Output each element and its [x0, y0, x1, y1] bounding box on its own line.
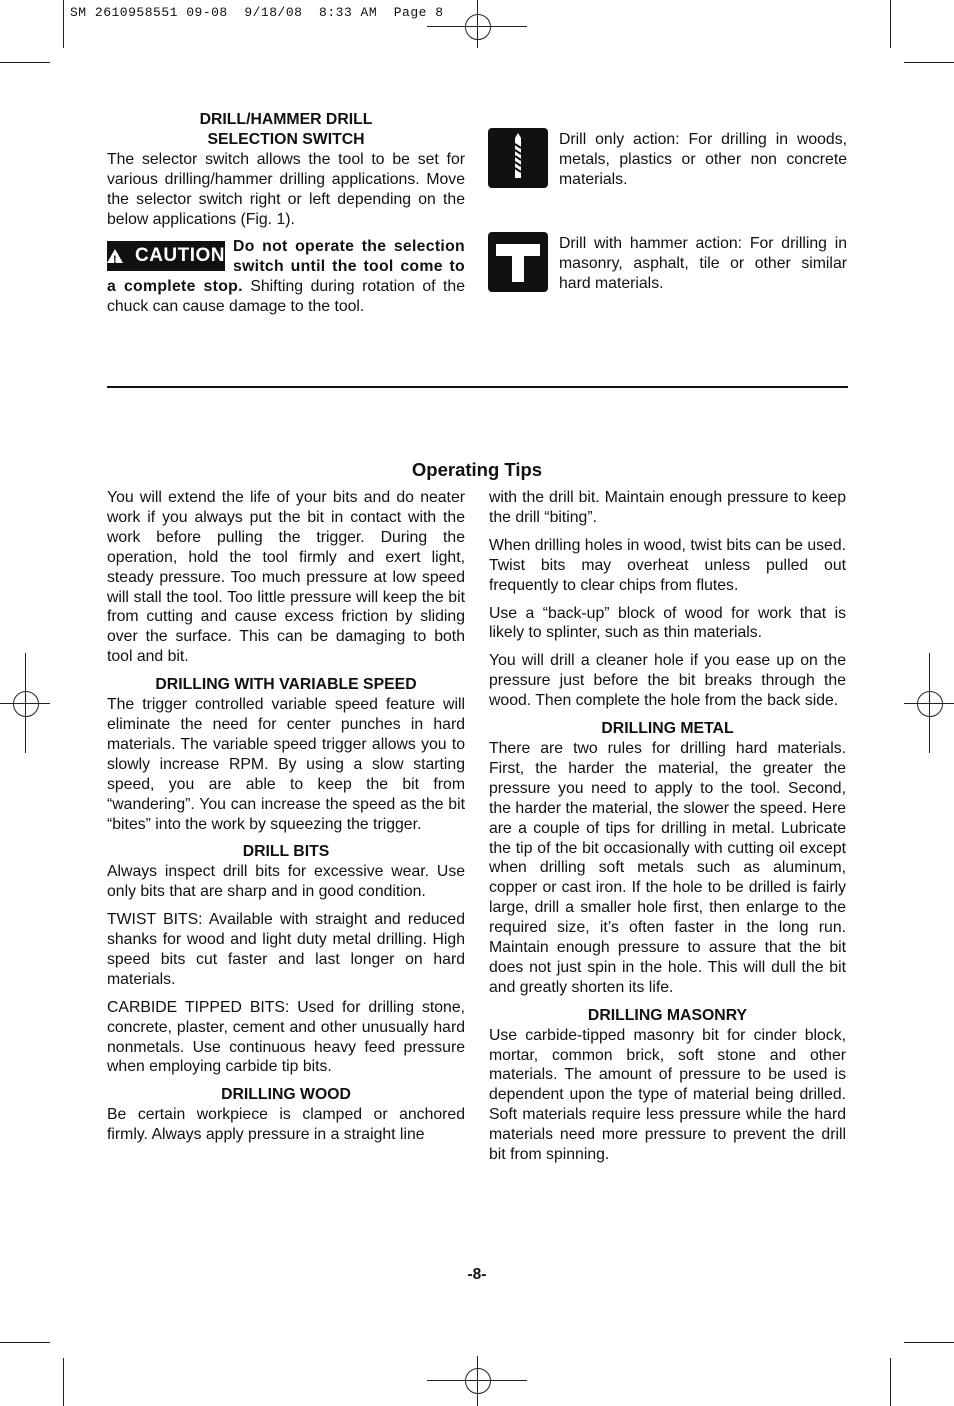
drill-bits-paragraph-3: CARBIDE TIPPED BITS: Used for drilling stone, concrete, plaster, cement and other unusually hard nonmetals. Use continuous heavy feed pressure when employing carbide tip bits.	[107, 998, 465, 1076]
selector-body: The selector switch allows the tool to be set for various drilling/hammer drilling applications. Move the selector switch right or left depending on the below applications (Fig. 1).	[107, 150, 465, 228]
caution-paragraph	[107, 237, 465, 317]
intro-paragraph: You will extend the life of your bits and do neater work if you always put the bit in contact with the work before pulling the trigger. During the operation, hold the tool firmly and exert light, steady pressure. Too much pressure at low speed will stall the tool. Too little pressure will keep the bit from cutting and cause excess friction by sliding over the surface. This can be damaging to both tool and bit.	[107, 489, 465, 666]
caution-bold-text: Do not operate the selection switch until the tool come to a complete stop.	[107, 238, 465, 296]
crop-mark	[0, 62, 50, 63]
page-number: -8-	[467, 1266, 487, 1283]
selector-heading-1: DRILL/HAMMER DRILL	[199, 111, 373, 128]
crop-mark	[63, 1358, 64, 1406]
drill-bits-heading: DRILL BITS	[242, 843, 330, 861]
caution-text: Shifting during rotation of the chuck can cause damage to the tool.	[107, 278, 466, 316]
drilling-wood-heading: DRILLING WOOD	[221, 1086, 351, 1104]
drilling-wood-paragraph-4: You will drill a cleaner hole if you ease up on the pressure just before the bit breaks through the wood. Then complete the hole from the back side.	[489, 652, 846, 710]
crop-mark	[904, 62, 954, 63]
drilling-wood-paragraph-2: When drilling holes in wood, twist bits can be used. Twist bits may overheat unless pulled out frequently to clear chips from flutes.	[489, 536, 846, 594]
registration-circle	[465, 1368, 491, 1394]
drilling-wood-paragraph-1a: Be certain workpiece is clamped or anchored firmly. Always apply pressure in a straight line	[107, 1106, 465, 1144]
drilling-wood-paragraph-3: Use a “back-up” block of wood for work that is likely to splinter, such as thin materials.	[489, 604, 846, 642]
selector-heading-2: SELECTION SWITCH	[207, 130, 365, 148]
crop-mark	[890, 0, 891, 48]
registration-circle	[917, 691, 943, 717]
registration-circle	[13, 691, 39, 717]
drilling-masonry-heading: DRILLING MASONRY	[587, 1006, 748, 1024]
section-divider	[107, 386, 848, 388]
drill-bit-icon	[488, 128, 548, 188]
hammer-icon	[488, 232, 548, 292]
drilling-masonry-paragraph: Use carbide-tipped masonry bit for cinder block, mortar, common brick, soft stone and other materials. The amount of pressure to be used is dependent upon the type of material being drilled. Soft materials require less pressure while the hard materials need more pressure to prevent the drill bit from spinning.	[489, 1026, 846, 1164]
drilling-metal-heading: DRILLING METAL	[601, 720, 734, 738]
variable-speed-paragraph: The trigger controlled variable speed feature will eliminate the need for center punches in hard materials. The variable speed trigger allows you to slowly increase RPM. By using a slow starting speed, you are able to keep the bit from “wandering”. You can increase the speed as the bit “bites” into the work by squeezing the trigger.	[107, 696, 465, 833]
variable-speed-heading: DRILLING WITH VARIABLE SPEED	[155, 676, 417, 694]
registration-circle	[465, 14, 491, 40]
caution-label: CAUTION	[134, 245, 226, 267]
crop-mark	[0, 1342, 50, 1343]
left-column	[107, 488, 465, 1145]
drill-bits-paragraph-2: TWIST BITS: Available with straight and reduced shanks for wood and light duty metal drilling. High speed bits cut faster and last longer on hard materials.	[107, 911, 465, 988]
caution-badge	[107, 241, 225, 271]
crop-mark	[890, 1358, 891, 1406]
drilling-wood-paragraph-1b: with the drill bit. Maintain enough pressure to keep the drill “biting”.	[489, 489, 846, 526]
print-slug: SM 2610958551 09-08 9/18/08 8:33 AM Page 8	[70, 5, 444, 20]
drilling-metal-paragraph: There are two rules for drilling hard materials. First, the harder the material, the greater the pressure you need to apply to the tool. Second, the harder the material, the slower the speed. Here are a couple of tips for drilling in metal. Lubricate the tip of the bit occasionally with cutting oil except when drilling soft metals such as aluminum, copper or cast iron. If the hole to be drilled is fairly large, drill a smaller hole first, then enlarge to the required size, it’s often faster in the long run. Maintain enough pressure to assure that the bit does not just spin in the hole. This will dull the bit and greatly shorten its life.	[489, 739, 846, 996]
crop-mark	[63, 0, 64, 48]
warning-triangle-icon: !	[107, 249, 123, 263]
right-column	[489, 488, 846, 1165]
drill-bits-paragraph-1: Always inspect drill bits for excessive wear. Use only bits that are sharp and in good condition.	[107, 863, 465, 901]
drill-only-text: Drill only action: For drilling in woods, metals, plastics or other non concrete materials.	[559, 131, 847, 188]
page-title: Operating Tips	[411, 459, 543, 480]
hammer-drill-text: Drill with hammer action: For drilling in masonry, asphalt, tile or other similar hard materials.	[559, 235, 847, 292]
crop-mark	[904, 1342, 954, 1343]
selector-section	[107, 110, 465, 317]
